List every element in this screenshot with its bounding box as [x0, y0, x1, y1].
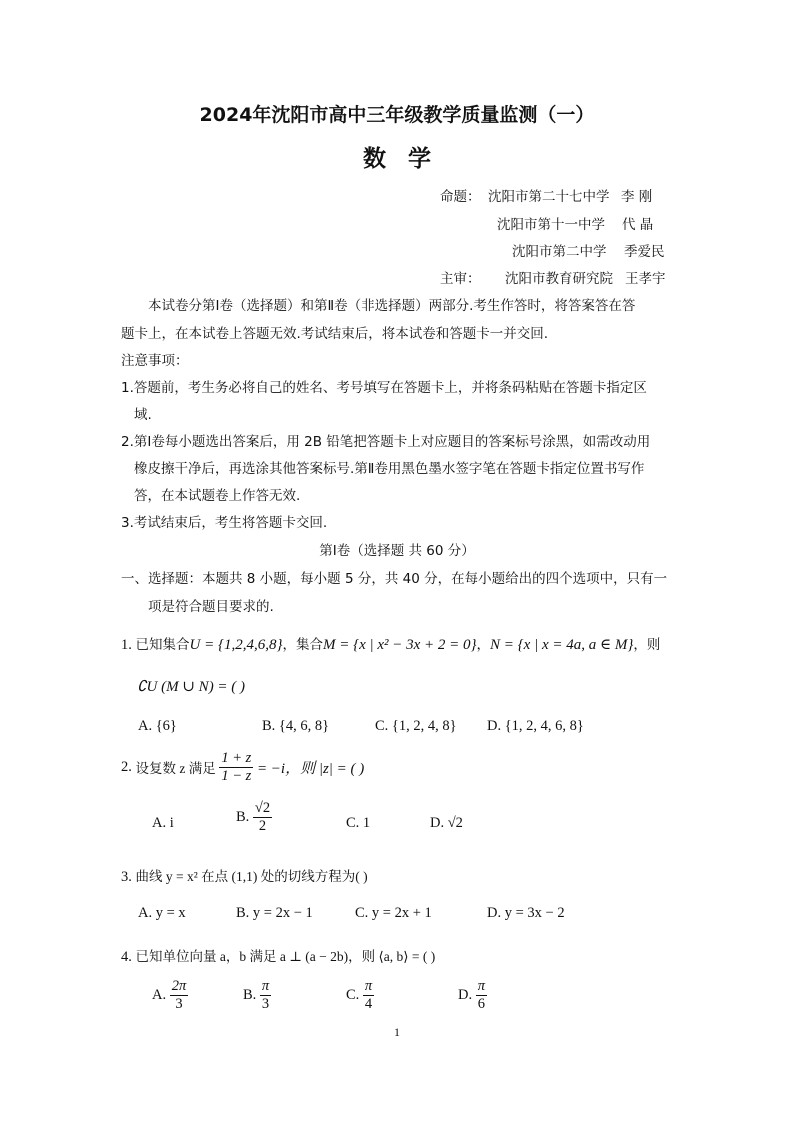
- q2-fraction: [219, 750, 253, 784]
- author2-name: 代 晶: [622, 217, 654, 233]
- q2-text-2: = −i，则 |z| = ( ): [256, 760, 365, 777]
- q2-option-c: C. 1: [346, 815, 371, 831]
- q2-option-b: [236, 800, 272, 834]
- q1-text-4: ，则: [633, 637, 661, 652]
- q2-option-b-denominator: 2: [258, 817, 267, 834]
- q1-option-d: D. {1, 2, 4, 6, 8}: [487, 718, 584, 734]
- q1-line-1: [121, 633, 660, 654]
- q4-option-b-numerator: π: [261, 978, 270, 994]
- q2-line: [121, 750, 364, 784]
- page-number: 1: [394, 1025, 400, 1039]
- subject-title: 数学: [363, 146, 453, 172]
- q2-option-b-fraction: [253, 800, 272, 834]
- q1-text-3: ，: [476, 637, 491, 652]
- intro-line-1: 本试卷分第Ⅰ卷（选择题）和第Ⅱ卷（非选择题）两部分.考生作答时，将答案答在答: [148, 298, 636, 314]
- q3-line: [121, 865, 368, 886]
- q4-option-b-fraction: [260, 978, 271, 1012]
- section1-line-1: 一、选择题：本题共 8 小题，每小题 5 分，共 40 分，在每小题给出的四个选项中，只有一: [121, 571, 668, 587]
- q4-option-a: [152, 978, 188, 1012]
- reviewer-name: 王孝宇: [625, 271, 666, 287]
- q4-option-b: [243, 978, 271, 1012]
- review-label: 主审：: [440, 271, 481, 287]
- q4-option-d-fraction: [476, 978, 487, 1012]
- note-3-line-1: 3.考试结束后，考生将答题卡交回.: [121, 515, 328, 531]
- note-2-line-2: 橡皮擦干净后，再选涂其他答案标号.第Ⅱ卷用黑色墨水签字笔在答题卡指定位置书写作: [134, 461, 645, 477]
- q3-option-c: C. y = 2x + 1: [355, 905, 432, 921]
- q4-option-d-label: D.: [458, 986, 473, 1003]
- q4-option-c-label: C.: [346, 986, 360, 1003]
- q4-option-c-numerator: π: [364, 978, 373, 994]
- q4-option-a-label: A.: [152, 986, 167, 1003]
- q4-option-d-denominator: 6: [477, 995, 485, 1012]
- q2-text-1: 设复数 z 满足: [135, 761, 216, 777]
- q1-option-a: A. {6}: [138, 718, 177, 734]
- q3-number: 3.: [121, 869, 132, 885]
- q1-text-2: ，集合: [282, 637, 323, 652]
- q1-set-n: N = {x | x = 4a, a ∈ M}: [490, 637, 634, 653]
- q3-text: 曲线 y = x² 在点 (1,1) 处的切线方程为( ): [135, 869, 368, 884]
- section1-line-2: 项是符合题目要求的.: [148, 599, 274, 615]
- q1-set-u: U = {1,2,4,6,8}: [189, 637, 283, 653]
- q4-text: 已知单位向量 a，b 满足 a ⊥ (a − 2b)，则 ⟨a, b⟩ = ( ): [135, 949, 436, 964]
- author1-name: 李 刚: [621, 189, 653, 205]
- q2-fraction-numerator: 1 + z: [221, 750, 252, 766]
- q4-option-a-numerator: 2π: [171, 978, 187, 994]
- q4-option-a-fraction: [170, 978, 189, 1012]
- exam-title: 2024年沈阳市高中三年级教学质量监测（一）: [199, 104, 595, 126]
- q1-option-c: C. {1, 2, 4, 8}: [375, 718, 457, 734]
- q4-number: 4.: [121, 949, 132, 965]
- q2-option-b-label: B.: [236, 808, 250, 825]
- q2-option-d: D. √2: [430, 815, 463, 831]
- note-1-line-2: 域.: [134, 407, 152, 423]
- q2-option-a: A. i: [152, 815, 174, 831]
- q1-text-1: 已知集合: [135, 637, 190, 652]
- part1-heading: 第Ⅰ卷（选择题 共 60 分）: [319, 543, 475, 559]
- q4-option-c-fraction: [363, 978, 374, 1012]
- q4-option-a-denominator: 3: [175, 995, 183, 1012]
- q4-option-c: [346, 978, 374, 1012]
- q2-option-b-numerator: √2: [254, 800, 271, 816]
- author1-school: 沈阳市第二十七中学: [488, 189, 610, 205]
- q4-option-b-denominator: 3: [261, 995, 270, 1012]
- q3-option-b: B. y = 2x − 1: [236, 905, 313, 921]
- q1-set-m: M = {x | x² − 3x + 2 = 0}: [322, 637, 477, 653]
- q2-number: 2.: [121, 758, 132, 775]
- q2-fraction-denominator: 1 − z: [221, 767, 252, 784]
- q1-number: 1.: [121, 637, 132, 653]
- q1-option-b: B. {4, 6, 8}: [262, 718, 330, 734]
- q4-option-d: [458, 978, 487, 1012]
- q4-option-d-numerator: π: [477, 978, 485, 994]
- propose-label: 命题：: [440, 189, 481, 205]
- notes-heading: 注意事项：: [121, 353, 189, 369]
- q3-option-a: A. y = x: [138, 905, 186, 921]
- author2-school: 沈阳市第十一中学: [497, 217, 605, 233]
- q3-option-d: D. y = 3x − 2: [487, 905, 565, 921]
- note-2-line-1: 2.第Ⅰ卷每小题选出答案后，用 2B 铅笔把答题卡上对应题目的答案标号涂黑，如需改动用: [121, 434, 651, 450]
- reviewer-school: 沈阳市教育研究院: [505, 271, 613, 287]
- note-1-line-1: 1.答题前，考生务必将自己的姓名、考号填写在答题卡上，并将条码粘贴在答题卡指定区: [121, 380, 647, 396]
- q4-option-b-label: B.: [243, 986, 257, 1003]
- q4-line: [121, 945, 435, 966]
- author3-name: 季爱民: [624, 244, 665, 260]
- intro-line-2: 题卡上，在本试卷上答题无效.考试结束后，将本试卷和答题卡一并交回.: [121, 326, 549, 342]
- q4-option-c-denominator: 4: [364, 995, 373, 1012]
- note-2-line-3: 答，在本试题卷上作答无效.: [134, 488, 301, 504]
- author3-school: 沈阳市第二中学: [512, 244, 607, 260]
- q1-expression: ∁U (M ∪ N) = ( ): [137, 679, 246, 695]
